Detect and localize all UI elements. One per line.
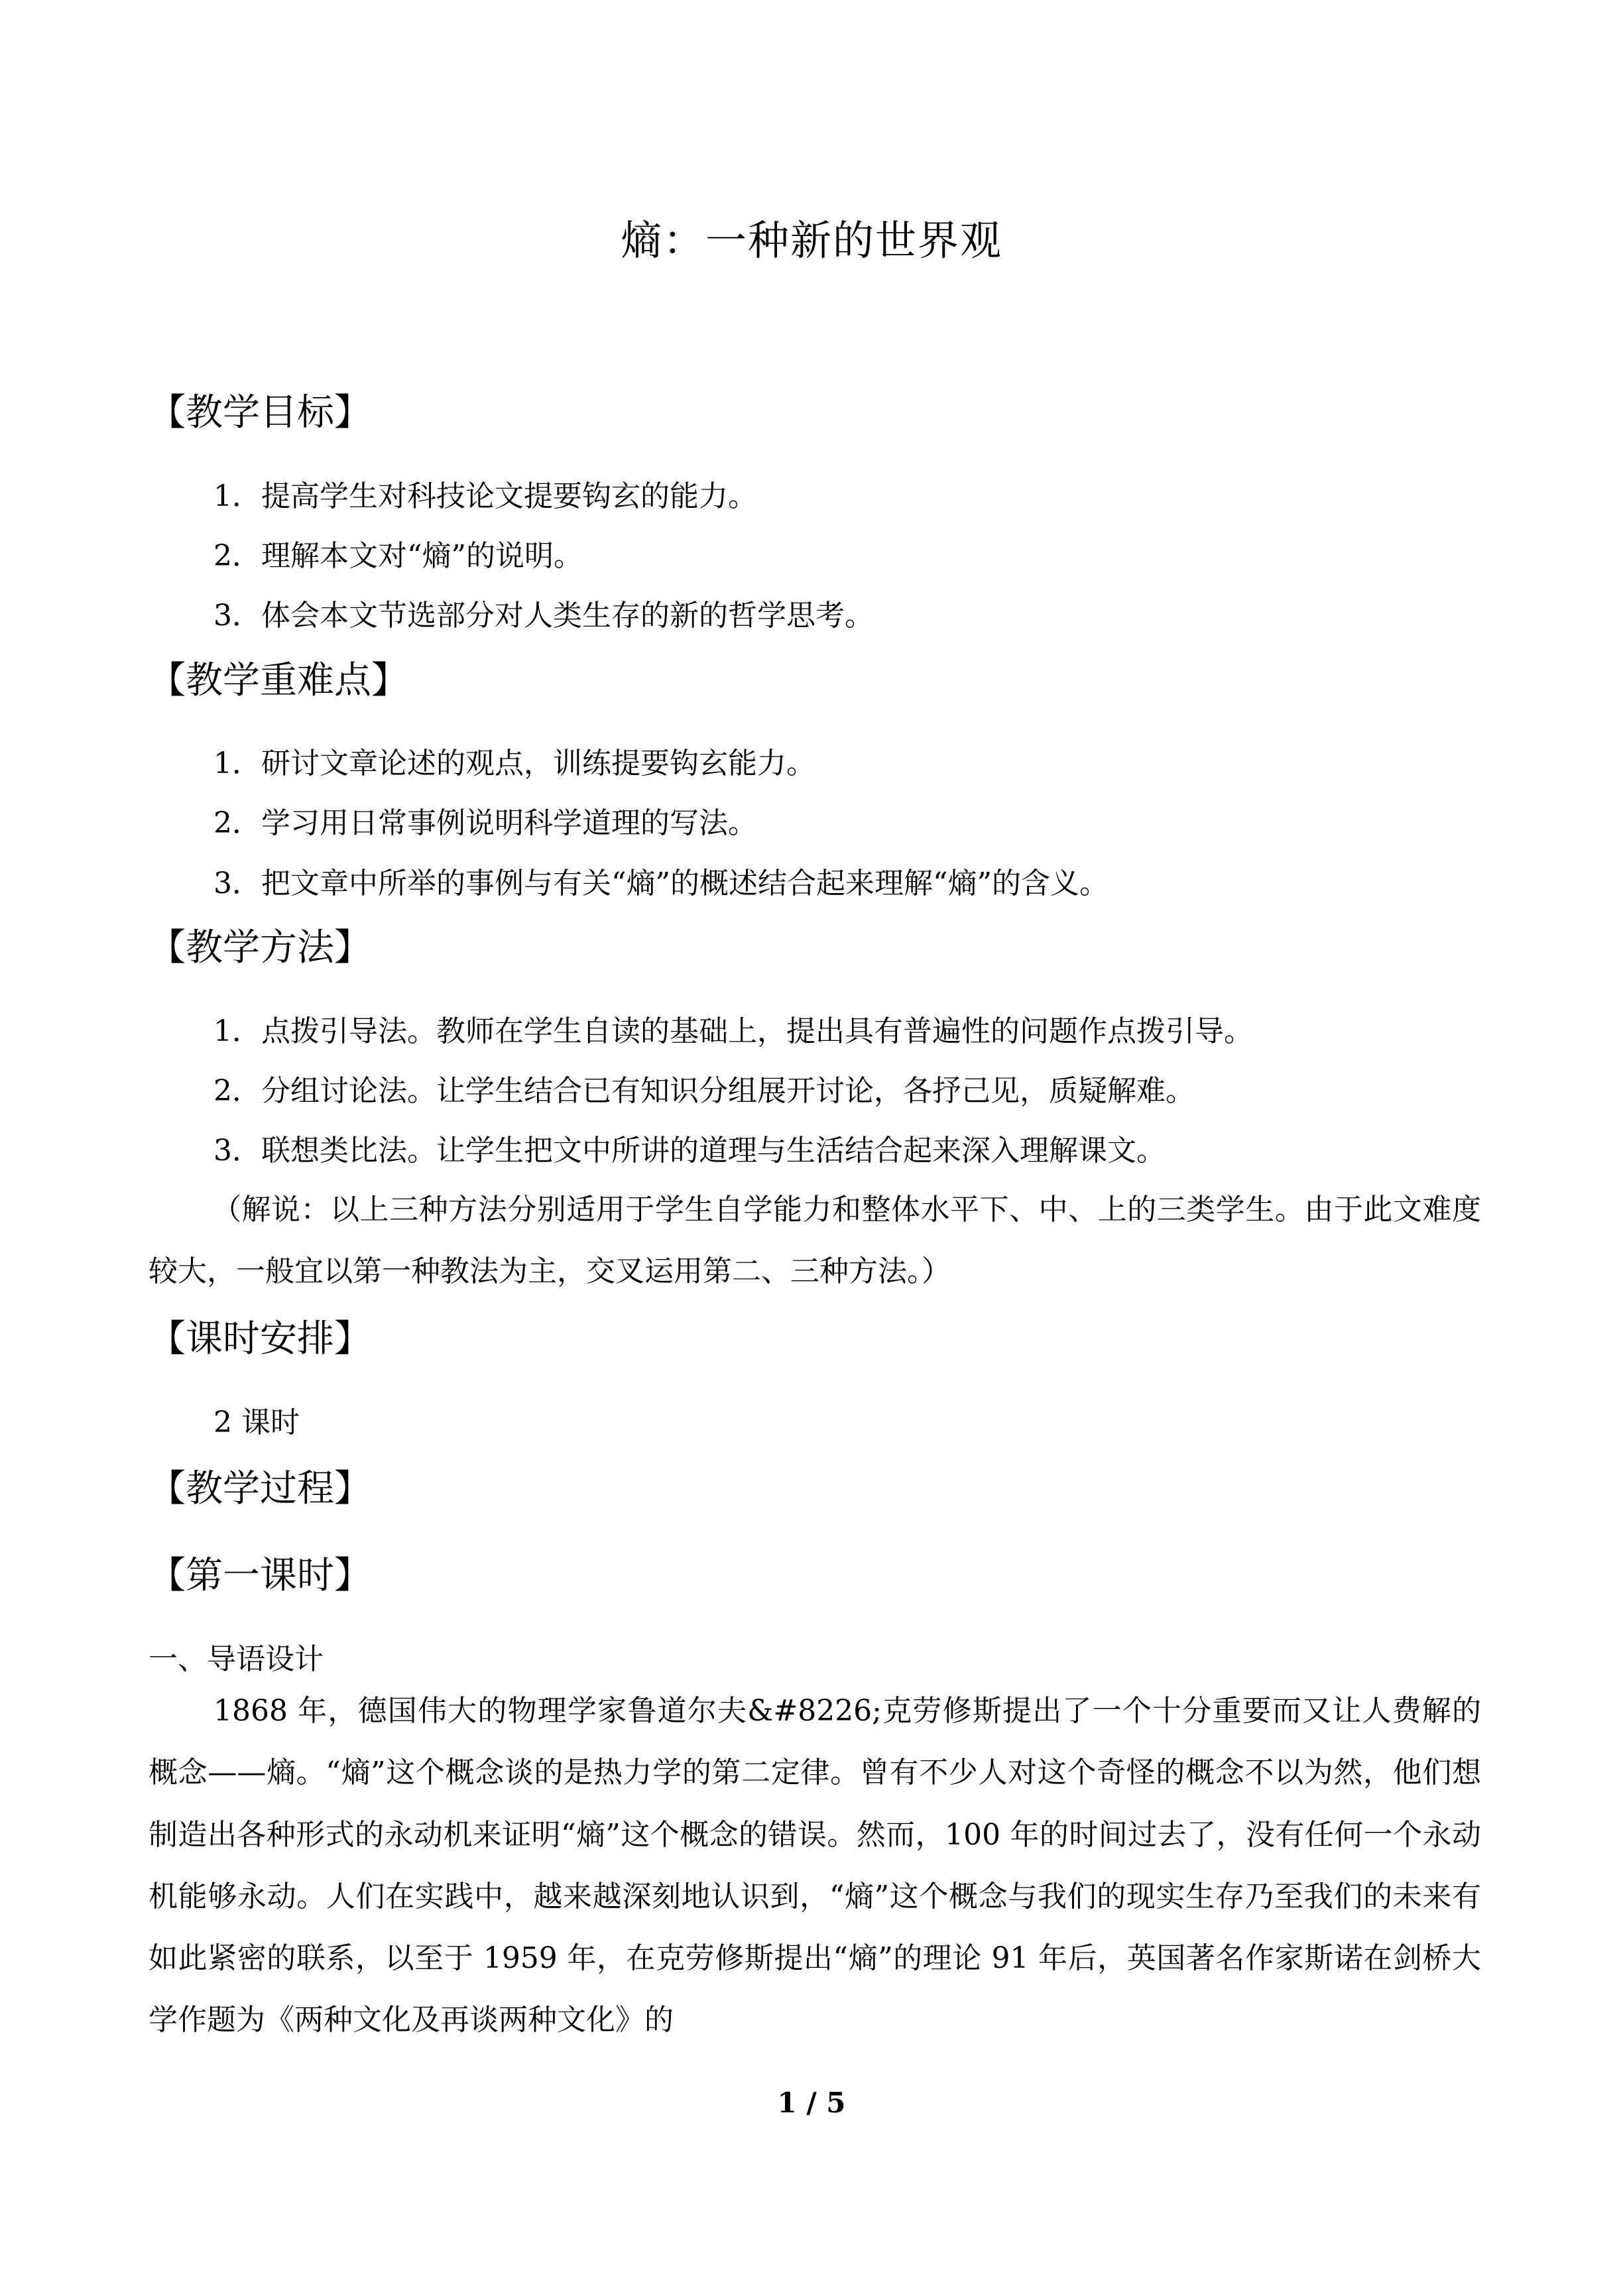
method-item-3: 3．联想类比法。让学生把文中所讲的道理与生活结合起来深入理解课文。	[213, 1134, 1166, 1168]
goal-item-3: 3．体会本文节选部分对人类生存的新的哲学思考。	[213, 599, 874, 633]
section-heading-methods: 【教学方法】	[149, 926, 371, 969]
method-item-2: 2．分组讨论法。让学生结合已有知识分组展开讨论，各抒己见，质疑解难。	[213, 1074, 1195, 1108]
key-point-item-2: 2．学习用日常事例说明科学道理的写法。	[213, 806, 757, 840]
lesson-1-subheading: 一、导语设计	[149, 1642, 324, 1676]
section-heading-process: 【教学过程】	[149, 1467, 371, 1510]
goal-item-1: 1．提高学生对科技论文提要钩玄的能力。	[213, 479, 757, 513]
method-note: （解说：以上三种方法分别适用于学生自学能力和整体水平下、中、上的三类学生。由于此文难度较大，一般宜以第一种教法为主，交叉运用第二、三种方法。）	[149, 1193, 1481, 1288]
section-heading-key-points: 【教学重难点】	[149, 659, 408, 702]
section-heading-lesson-1: 【第一课时】	[149, 1554, 371, 1597]
goal-item-2: 2．理解本文对“熵”的说明。	[213, 539, 583, 573]
schedule-value: 2 课时	[213, 1406, 300, 1439]
section-heading-schedule: 【课时安排】	[149, 1317, 371, 1360]
key-point-item-1: 1．研讨文章论述的观点，训练提要钩玄能力。	[213, 747, 815, 780]
lesson-1-intro-paragraph: 1868 年，德国伟大的物理学家鲁道尔夫&#8226;克劳修斯提出了一个十分重要而又让人费解的概念——熵。“熵”这个概念谈的是热力学的第二定律。曾有不少人对这个奇怪的概念不以为然，他们想制造出各种形式的永动机来证明“熵”这个概念的错误。然而，100 年的时间过去了，没有任何一个永动机能够永动。人们在实践中，越来越深刻地认识到，“熵”这个概念与我们的现实生存乃至我们的未来有如此紧密的联系，以至于 1959 年，在克劳修斯提出“熵”的理论 91 年后，英国著名作家斯诺在剑桥大学作题为《两种文化及再谈两种文化》的	[149, 1694, 1481, 2037]
key-point-item-3: 3．把文章中所举的事例与有关“熵”的概述结合起来理解“熵”的含义。	[213, 867, 1109, 900]
section-heading-goals: 【教学目标】	[149, 391, 371, 434]
method-item-1: 1．点拨引导法。教师在学生自读的基础上，提出具有普遍性的问题作点拨引导。	[213, 1014, 1253, 1048]
page-title: 熵：一种新的世界观	[620, 216, 1002, 265]
page-number: 1 / 5	[777, 2086, 846, 2119]
